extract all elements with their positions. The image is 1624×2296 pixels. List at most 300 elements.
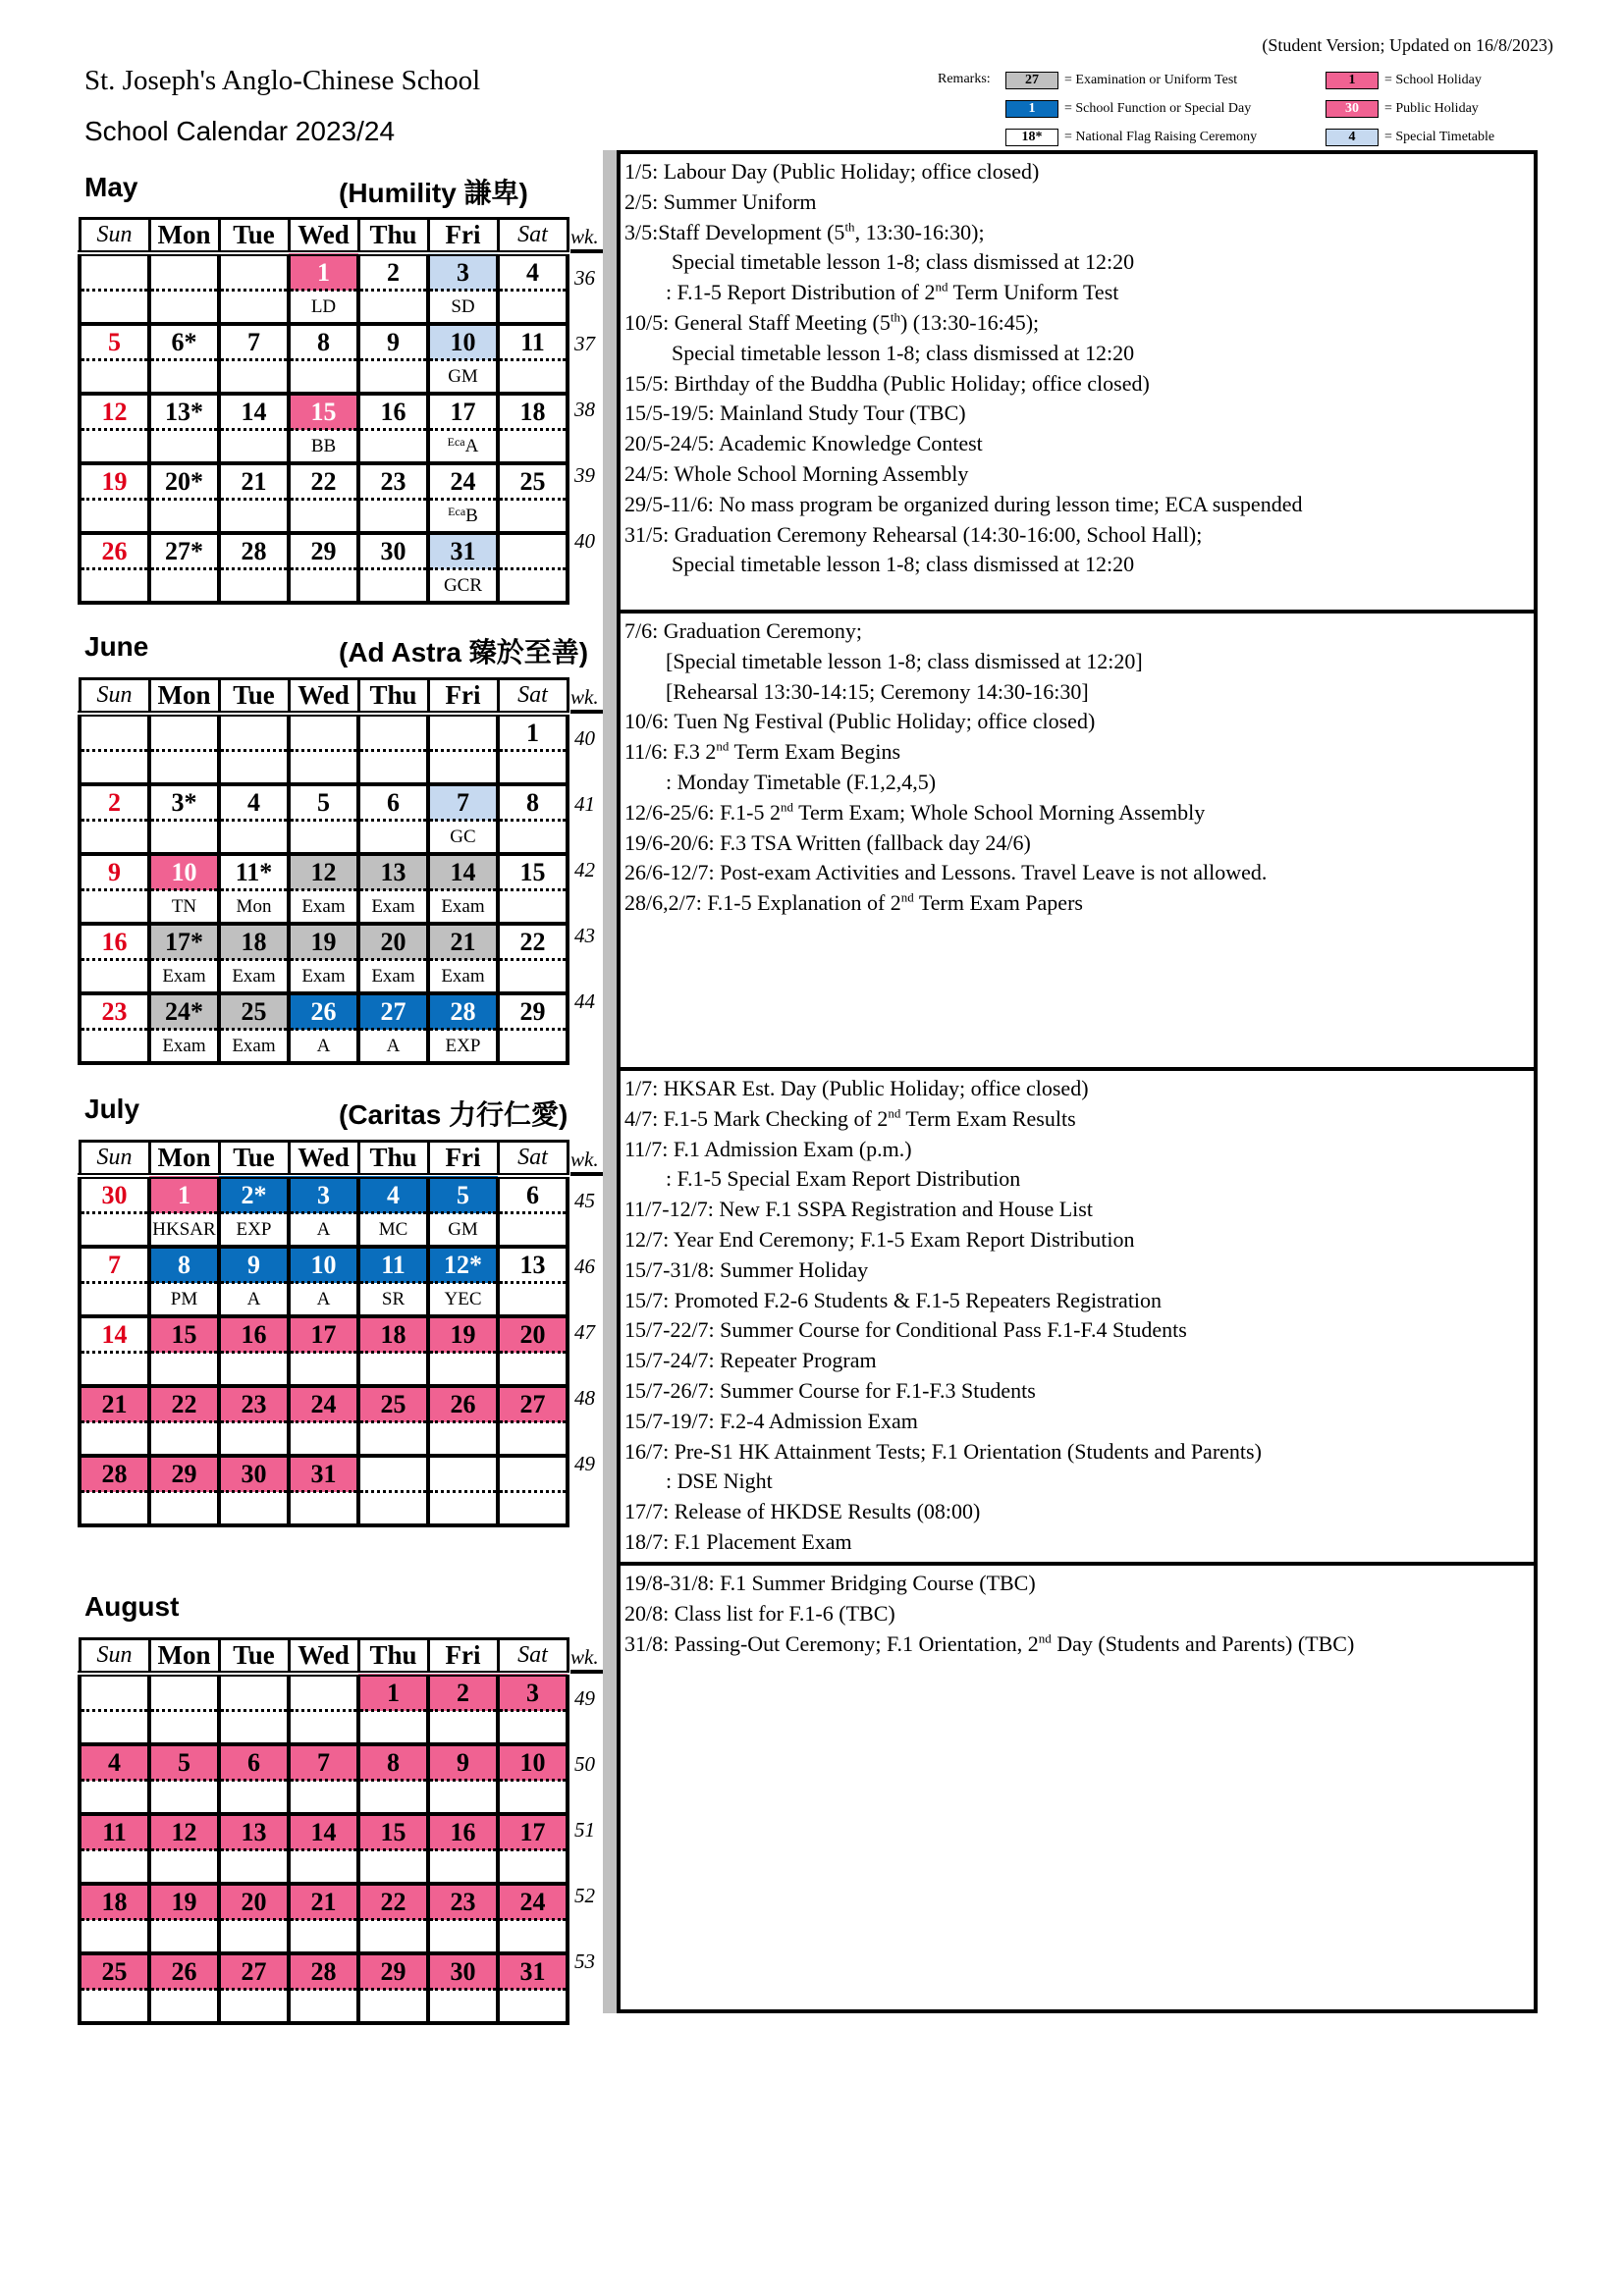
- day-note: [498, 960, 568, 994]
- day-note: GCR: [428, 569, 498, 604]
- day-note: [149, 430, 219, 464]
- day-note: [289, 360, 358, 395]
- day-note: [289, 821, 358, 855]
- day-cell: 9: [80, 854, 149, 890]
- weekday-header: Sun: [80, 1639, 149, 1675]
- day-note: [149, 1492, 219, 1526]
- day-cell: 9: [358, 324, 428, 360]
- week-row: [80, 1953, 568, 1990]
- day-cell: 26: [80, 533, 149, 569]
- day-note: [219, 430, 289, 464]
- day-cell: 22: [149, 1386, 219, 1422]
- note-line: 17/7: Release of HKDSE Results (08:00): [624, 1499, 981, 1524]
- week-number: 49: [574, 1686, 595, 1710]
- month-title: May: [84, 172, 138, 202]
- day-cell: 23: [428, 1884, 498, 1920]
- day-note: [149, 1990, 219, 2024]
- day-cell: [219, 714, 289, 751]
- day-note: [289, 1920, 358, 1954]
- note-line: 15/7-22/7: Summer Course for Conditional Pass F.1-F.4 Students: [624, 1317, 1187, 1343]
- day-note: [219, 1422, 289, 1457]
- day-cell: 11*: [219, 854, 289, 890]
- day-note: [428, 1920, 498, 1954]
- day-note: [428, 1353, 498, 1387]
- day-cell: 30: [219, 1456, 289, 1492]
- day-note: [498, 1030, 568, 1064]
- day-cell: 15: [289, 394, 358, 430]
- week-number: 53: [574, 1949, 595, 1973]
- day-note: [289, 569, 358, 604]
- day-cell: 27: [498, 1386, 568, 1422]
- day-cell: 26: [289, 993, 358, 1030]
- day-note: [149, 291, 219, 325]
- weekday-header: Tue: [219, 1142, 289, 1177]
- day-cell: [149, 1674, 219, 1711]
- day-cell: 14: [428, 854, 498, 890]
- day-note: [498, 430, 568, 464]
- day-cell: 25: [219, 993, 289, 1030]
- note-line: 15/5-19/5: Mainland Study Tour (TBC): [624, 400, 966, 426]
- day-cell: 16: [219, 1316, 289, 1353]
- legend-item: [1005, 72, 1237, 89]
- day-note: [219, 500, 289, 534]
- legend-text: = Examination or Uniform Test: [1064, 73, 1238, 87]
- day-note: [80, 1283, 149, 1317]
- week-row: [80, 1247, 568, 1283]
- day-cell: 10: [149, 854, 219, 890]
- day-cell: 14: [219, 394, 289, 430]
- day-note: [149, 500, 219, 534]
- day-cell: [149, 714, 219, 751]
- week-number: 47: [574, 1320, 595, 1344]
- day-cell: 16: [428, 1814, 498, 1850]
- day-cell: 21: [80, 1386, 149, 1422]
- day-note: [358, 430, 428, 464]
- day-note: [80, 1850, 149, 1885]
- day-note: [80, 569, 149, 604]
- note-line: 11/7: F.1 Admission Exam (p.m.): [624, 1136, 912, 1161]
- week-note-row: [80, 1422, 568, 1457]
- day-note: [428, 1990, 498, 2024]
- day-note: [498, 821, 568, 855]
- week-number: 48: [574, 1386, 595, 1410]
- day-note: [428, 1850, 498, 1885]
- day-note: [80, 291, 149, 325]
- day-note: BB: [289, 430, 358, 464]
- day-note: GM: [428, 1213, 498, 1248]
- week-number-header: wk.: [570, 1148, 608, 1176]
- day-note: [80, 751, 149, 785]
- day-note: [219, 1353, 289, 1387]
- day-cell: 28: [428, 993, 498, 1030]
- day-cell: 25: [80, 1953, 149, 1990]
- note-line: 18/7: F.1 Placement Exam: [624, 1528, 852, 1554]
- day-note: [80, 890, 149, 925]
- day-note: [289, 1990, 358, 2024]
- legend-swatch: 30: [1326, 100, 1379, 118]
- day-cell: 21: [219, 463, 289, 500]
- notes-section-july: [621, 1067, 1534, 1562]
- day-note: [289, 1422, 358, 1457]
- day-note: LD: [289, 291, 358, 325]
- weekday-header: Thu: [358, 1639, 428, 1675]
- month-motto: (Caritas 力行仁愛): [339, 1099, 568, 1130]
- day-cell: 11: [358, 1247, 428, 1283]
- day-cell: 18: [219, 924, 289, 960]
- day-cell: 9: [428, 1744, 498, 1781]
- day-note: [498, 291, 568, 325]
- week-row: [80, 394, 568, 430]
- version-note: (Student Version; Updated on 16/8/2023): [1262, 35, 1553, 55]
- day-note: [149, 1920, 219, 1954]
- week-number: 45: [574, 1189, 595, 1212]
- day-cell: 22: [289, 463, 358, 500]
- day-cell: 13: [498, 1247, 568, 1283]
- day-cell: 3*: [149, 784, 219, 821]
- day-cell: 29: [358, 1953, 428, 1990]
- week-row: [80, 1814, 568, 1850]
- day-note: [498, 1422, 568, 1457]
- day-cell: 10: [428, 324, 498, 360]
- day-note: [289, 1492, 358, 1526]
- day-cell: 6: [498, 1176, 568, 1213]
- day-note: A: [289, 1030, 358, 1064]
- weekday-header: Sat: [498, 679, 568, 715]
- weekday-header: Sun: [80, 1142, 149, 1177]
- day-note: [80, 1213, 149, 1248]
- day-note: EXP: [428, 1030, 498, 1064]
- week-note-row: [80, 1283, 568, 1317]
- day-cell: 11: [498, 324, 568, 360]
- day-note: [358, 1781, 428, 1815]
- day-cell: 8: [289, 324, 358, 360]
- day-note: [358, 500, 428, 534]
- week-row: [80, 533, 568, 569]
- day-note: [219, 1990, 289, 2024]
- day-note: [80, 430, 149, 464]
- day-cell: 28: [80, 1456, 149, 1492]
- day-cell: 2: [358, 253, 428, 291]
- day-note: [498, 1283, 568, 1317]
- day-cell: 6: [219, 1744, 289, 1781]
- day-note: [358, 1422, 428, 1457]
- note-line: 19/8-31/8: F.1 Summer Bridging Course (TBC): [624, 1571, 1036, 1595]
- day-note: MC: [358, 1213, 428, 1248]
- week-note-row: [80, 1213, 568, 1248]
- notes-section-june: [621, 610, 1534, 1067]
- day-note: Exam: [358, 890, 428, 925]
- notes-section-may: [621, 154, 1534, 610]
- day-cell: 27: [358, 993, 428, 1030]
- day-cell: 18: [498, 394, 568, 430]
- legend-text: = Special Timetable: [1384, 130, 1495, 144]
- week-row: [80, 463, 568, 500]
- note-line: Special timetable lesson 1-8; class dismissed at 12:20: [672, 249, 1135, 275]
- day-note: [358, 821, 428, 855]
- week-note-row: [80, 1030, 568, 1064]
- day-cell: 16: [80, 924, 149, 960]
- day-note: SR: [358, 1283, 428, 1317]
- week-row: [80, 714, 568, 751]
- note-line: [Rehearsal 13:30-14:15; Ceremony 14:30-16:30]: [666, 678, 1089, 704]
- week-note-row: [80, 1850, 568, 1885]
- day-note: [80, 500, 149, 534]
- weekday-header: Thu: [358, 679, 428, 715]
- day-cell: 5: [80, 324, 149, 360]
- day-cell: 13: [219, 1814, 289, 1850]
- day-note: [219, 1850, 289, 1885]
- week-row: [80, 1744, 568, 1781]
- note-line: 28/6,2/7: F.1-5 Explanation of 2nd Term Exam Papers: [624, 889, 1083, 916]
- day-note: [80, 1920, 149, 1954]
- day-cell: 17: [289, 1316, 358, 1353]
- note-line: Special timetable lesson 1-8; class dismissed at 12:20: [672, 340, 1135, 365]
- day-cell: [80, 714, 149, 751]
- day-note: [80, 1492, 149, 1526]
- day-cell: 2: [80, 784, 149, 821]
- month-calendar: [78, 1637, 569, 2025]
- week-number: 49: [574, 1452, 595, 1475]
- day-cell: 20: [219, 1884, 289, 1920]
- day-note: [358, 1850, 428, 1885]
- note-line: 16/7: Pre-S1 HK Attainment Tests; F.1 Orientation (Students and Parents): [624, 1438, 1262, 1464]
- legend-item: [1326, 100, 1479, 118]
- week-note-row: [80, 291, 568, 325]
- day-note: [149, 751, 219, 785]
- day-note: [428, 1492, 498, 1526]
- week-note-row: [80, 1781, 568, 1815]
- legend-item: [1326, 129, 1494, 146]
- month-title: August: [84, 1591, 180, 1622]
- day-note: [498, 1781, 568, 1815]
- day-cell: [80, 253, 149, 291]
- week-number: 50: [574, 1752, 595, 1776]
- day-note: [289, 1850, 358, 1885]
- day-cell: 30: [80, 1176, 149, 1213]
- day-note: [80, 1422, 149, 1457]
- week-row: [80, 1386, 568, 1422]
- note-line: 31/5: Graduation Ceremony Rehearsal (14:30-16:00, School Hall);: [624, 521, 1203, 547]
- week-row: [80, 784, 568, 821]
- weekday-header: Mon: [149, 219, 219, 254]
- week-row: [80, 1176, 568, 1213]
- day-note: [358, 291, 428, 325]
- day-cell: 12*: [428, 1247, 498, 1283]
- note-line: 10/5: General Staff Meeting (5th) (13:30-16:45);: [624, 309, 1040, 335]
- note-line: 4/7: F.1-5 Mark Checking of 2nd Term Exam Results: [624, 1105, 1076, 1131]
- day-cell: 10: [289, 1247, 358, 1283]
- day-cell: 10: [498, 1744, 568, 1781]
- day-note: [289, 1711, 358, 1745]
- day-note: [219, 821, 289, 855]
- day-note: [219, 1711, 289, 1745]
- week-note-row: [80, 890, 568, 925]
- day-cell: 19: [149, 1884, 219, 1920]
- legend-swatch: 1: [1326, 72, 1379, 89]
- day-note: [80, 1781, 149, 1815]
- weekday-header: Tue: [219, 679, 289, 715]
- legend-swatch: 4: [1326, 129, 1379, 146]
- day-cell: 15: [358, 1814, 428, 1850]
- weekday-header: Sat: [498, 219, 568, 254]
- weekday-header: Tue: [219, 1639, 289, 1675]
- day-cell: 29: [289, 533, 358, 569]
- day-cell: [498, 1456, 568, 1492]
- day-note: [149, 1711, 219, 1745]
- day-note: [149, 569, 219, 604]
- day-cell: 1: [358, 1674, 428, 1711]
- day-note: [428, 751, 498, 785]
- note-line: 15/7-24/7: Repeater Program: [624, 1348, 877, 1373]
- day-cell: 7: [428, 784, 498, 821]
- day-cell: [219, 253, 289, 291]
- day-note: Mon: [219, 890, 289, 925]
- weekday-header: Wed: [289, 1639, 358, 1675]
- day-cell: 26: [149, 1953, 219, 1990]
- weekday-header: Fri: [428, 1142, 498, 1177]
- day-cell: 26: [428, 1386, 498, 1422]
- day-cell: 31: [289, 1456, 358, 1492]
- day-note: [358, 1353, 428, 1387]
- note-line: 11/6: F.3 2nd Term Exam Begins: [624, 738, 901, 765]
- day-note: Exam: [219, 960, 289, 994]
- day-cell: 24*: [149, 993, 219, 1030]
- day-note: [80, 1030, 149, 1064]
- week-note-row: [80, 1711, 568, 1745]
- day-note: GM: [428, 360, 498, 395]
- weekday-header: Wed: [289, 679, 358, 715]
- day-note: Exam: [358, 960, 428, 994]
- day-cell: 5: [289, 784, 358, 821]
- day-cell: 8: [498, 784, 568, 821]
- day-cell: 4: [358, 1176, 428, 1213]
- day-cell: 31: [498, 1953, 568, 1990]
- day-note: [80, 960, 149, 994]
- week-number: 41: [574, 792, 595, 816]
- note-line: 3/5:Staff Development (5th, 13:30-16:30);: [624, 219, 985, 244]
- day-cell: 17*: [149, 924, 219, 960]
- day-note: [358, 1711, 428, 1745]
- day-note: [219, 1492, 289, 1526]
- notes-panel: [617, 150, 1538, 2013]
- month-motto: (Humility 謙卑): [339, 178, 528, 208]
- day-note: [428, 1781, 498, 1815]
- day-cell: 24: [498, 1884, 568, 1920]
- weekday-header: Wed: [289, 219, 358, 254]
- day-cell: 20: [498, 1316, 568, 1353]
- day-cell: 4: [219, 784, 289, 821]
- note-line: 26/6-12/7: Post-exam Activities and Lessons. Travel Leave is not allowed.: [624, 860, 1268, 885]
- day-cell: 18: [80, 1884, 149, 1920]
- day-note: [149, 1781, 219, 1815]
- day-cell: 4: [498, 253, 568, 291]
- legend-label: Remarks:: [938, 72, 991, 86]
- week-note-row: [80, 1353, 568, 1387]
- day-cell: 14: [80, 1316, 149, 1353]
- day-note: GC: [428, 821, 498, 855]
- legend-item: [1005, 129, 1257, 146]
- day-note: [149, 1353, 219, 1387]
- day-note: EXP: [219, 1213, 289, 1248]
- legend-swatch: 27: [1005, 72, 1058, 89]
- day-note: [80, 1990, 149, 2024]
- day-cell: [358, 1456, 428, 1492]
- day-cell: 24: [428, 463, 498, 500]
- week-row: [80, 253, 568, 291]
- day-cell: 9: [219, 1247, 289, 1283]
- day-cell: 4: [80, 1744, 149, 1781]
- week-number: 36: [574, 266, 595, 290]
- day-cell: 23: [80, 993, 149, 1030]
- day-cell: 20: [358, 924, 428, 960]
- day-cell: 2*: [219, 1176, 289, 1213]
- day-note: [498, 1920, 568, 1954]
- day-cell: 22: [498, 924, 568, 960]
- day-note: [149, 821, 219, 855]
- day-note: [498, 751, 568, 785]
- day-cell: [498, 533, 568, 569]
- week-number: 44: [574, 989, 595, 1013]
- week-note-row: [80, 821, 568, 855]
- month-motto: (Ad Astra 臻於至善): [339, 637, 589, 667]
- note-line: [Special timetable lesson 1-8; class dismissed at 12:20]: [666, 648, 1143, 673]
- day-note: [219, 1781, 289, 1815]
- week-note-row: [80, 1990, 568, 2024]
- day-cell: 27*: [149, 533, 219, 569]
- weekday-header: Fri: [428, 1639, 498, 1675]
- day-cell: 3: [498, 1674, 568, 1711]
- day-note: Exam: [219, 1030, 289, 1064]
- week-note-row: [80, 1920, 568, 1954]
- day-cell: 5: [149, 1744, 219, 1781]
- day-note: Exam: [428, 890, 498, 925]
- note-line: 29/5-11/6: No mass program be organized during lesson time; ECA suspended: [624, 491, 1303, 516]
- note-line: 15/7-26/7: Summer Course for F.1-F.3 Students: [624, 1377, 1036, 1403]
- week-row: [80, 1674, 568, 1711]
- legend-item: [1005, 100, 1251, 118]
- note-line: 15/7-19/7: F.2-4 Admission Exam: [624, 1408, 918, 1433]
- day-note: Exam: [289, 890, 358, 925]
- note-line: 10/6: Tuen Ng Festival (Public Holiday; office closed): [624, 709, 1096, 734]
- day-note: A: [289, 1283, 358, 1317]
- week-note-row: [80, 1492, 568, 1526]
- day-cell: 12: [289, 854, 358, 890]
- legend-swatch: 18*: [1005, 129, 1058, 146]
- day-cell: 17: [498, 1814, 568, 1850]
- week-row: [80, 1884, 568, 1920]
- day-cell: 1: [289, 253, 358, 291]
- day-cell: 12: [149, 1814, 219, 1850]
- note-line: 15/5: Birthday of the Buddha (Public Holiday; office closed): [624, 370, 1150, 396]
- note-line: 20/8: Class list for F.1-6 (TBC): [624, 1600, 895, 1626]
- day-cell: 15: [498, 854, 568, 890]
- day-cell: 1: [498, 714, 568, 751]
- weekday-header: Sat: [498, 1639, 568, 1675]
- day-cell: 17: [428, 394, 498, 430]
- week-number-header: wk.: [570, 1645, 608, 1674]
- legend-item: [1326, 72, 1482, 89]
- day-note: [149, 1850, 219, 1885]
- day-cell: 8: [149, 1247, 219, 1283]
- week-note-row: [80, 500, 568, 534]
- note-line: 12/7: Year End Ceremony; F.1-5 Exam Report Distribution: [624, 1226, 1135, 1252]
- day-note: [498, 1353, 568, 1387]
- legend-text: = National Flag Raising Ceremony: [1064, 130, 1258, 144]
- legend-text: = Public Holiday: [1384, 101, 1479, 116]
- weekday-header: Sun: [80, 679, 149, 715]
- day-cell: [219, 1674, 289, 1711]
- day-note: [219, 291, 289, 325]
